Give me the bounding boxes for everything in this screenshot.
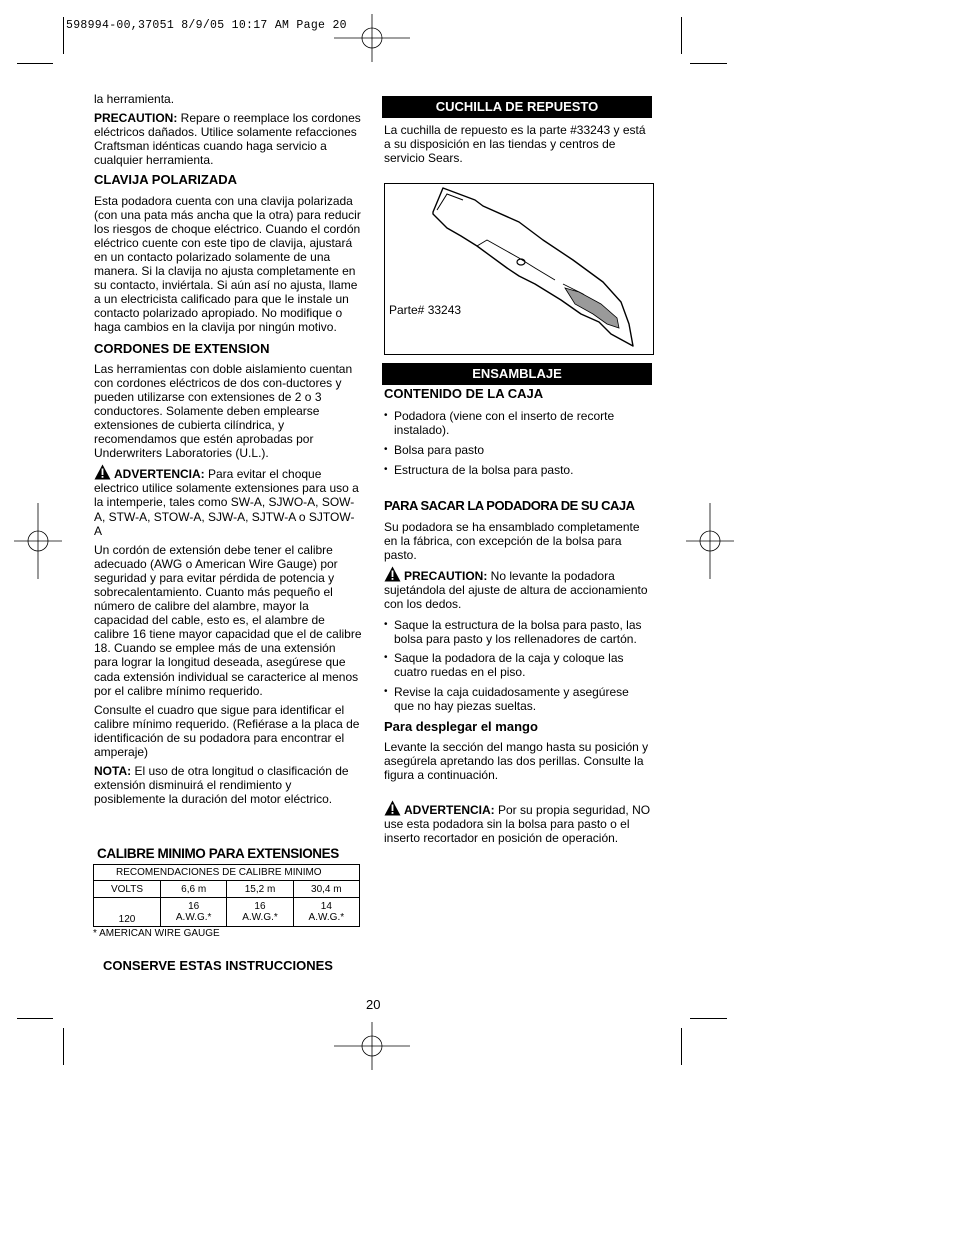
gauge-unit: A.W.G.*	[175, 912, 212, 923]
registration-mark-icon	[334, 14, 410, 62]
page-number: 20	[366, 997, 381, 1012]
list-item: • Podadora (viene con el inserto de recorte instalado).	[384, 409, 652, 437]
mango-paragraph: Levante la sección del mango hasta su posición y asegúrela apretando las dos perillas. Consulte la figura a continuación.	[384, 739, 649, 782]
nota-paragraph	[94, 764, 362, 806]
crop-mark	[17, 1018, 53, 1019]
calibre-table	[93, 864, 360, 927]
cuchilla-section-bar: CUCHILLA DE REPUESTO	[382, 96, 652, 118]
crop-mark	[63, 1028, 64, 1065]
advertencia-text: Por su propia seguridad, NO use esta podadora sin la bolsa para pasto o el inserto recortador en posición de operación.	[384, 803, 651, 846]
cuchilla-paragraph: La cuchilla de repuesto es la parte #33243 y está a su disposición en las tiendas y centros de servicio Sears.	[384, 123, 646, 166]
table-caption-row	[94, 865, 360, 881]
cordones-paragraph: Las herramientas con doble aislamiento cuentan con cordones eléctricos de dos con-ductores y pueden utilizarse con extensiones de 2 o 3 conductores. Solamente deben emplearse extensiones de cubierta cilíndrica, y recomendamos que estén aprobadas por Underwriters Laboratories (U.L.).	[94, 361, 353, 461]
table-gauge-cell	[293, 898, 359, 927]
table-footnote: * AMERICAN WIRE GAUGE	[93, 928, 220, 939]
precaution-label: PRECAUTION:	[94, 111, 178, 126]
conserve-heading: CONSERVE ESTAS INSTRUCCIONES	[103, 958, 333, 973]
precaution-text: Repare o reemplace los cordones eléctricos dañados. Utilice solamente refacciones Craftsman idénticas cuando haga servicio a cualquier herramienta.	[94, 111, 361, 168]
advertencia-label: ADVERTENCIA:	[404, 803, 495, 818]
advertencia-text: Para evitar el choque electrico utilice solamente extensiones para uso a la intemperie, tales como SW-A, SJWO-A, SOW-A, STW-A, STOW-A, SJW-A, SJTW-A o SJTOW-A	[94, 467, 359, 538]
mower-blade-illustration	[423, 184, 635, 352]
sacar-heading: PARA SACAR LA PODADORA DE SU CAJA	[384, 498, 635, 514]
registration-mark-icon	[14, 503, 62, 579]
table-header-cell: 6,6 m	[161, 881, 227, 898]
print-slug: 598994-00,37051 8/9/05 10:17 AM Page 20	[66, 19, 347, 32]
precaution-paragraph	[94, 111, 362, 167]
table-header-cell: 30,4 m	[293, 881, 359, 898]
warning-triangle-icon	[384, 800, 401, 816]
calibre-paragraph: Un cordón de extensión debe tener el calibre adecuado (AWG o American Wire Gauge) por seguridad y para evitar pérdida de potencia y sobrecalentamiento. Cuanto más pequeño el número de calibre del alambre, mayor la capacidad del cable, esto es, el alambre de calibre 16 tiene mayor capacidad que el de calibre 18. Cuando se emplee más de una extensión para lograr la longitud deseada, asegúrese que cada extensión individual se caracterice al menos por el calibre mínimo requerido.	[94, 542, 362, 698]
advertencia-paragraph	[94, 464, 362, 537]
gauge-value: 14	[320, 901, 332, 912]
continued-text: la herramienta.	[94, 92, 175, 106]
advertencia-paragraph	[384, 800, 652, 845]
table-row	[94, 898, 360, 927]
gauge-unit: A.W.G.*	[242, 912, 278, 923]
crop-mark	[690, 1018, 727, 1019]
nota-text: El uso de otra longitud o clasificación de extensión disminuirá el rendimiento y posiblemente la duración del motor eléctrico.	[94, 764, 349, 807]
table-header-cell: 15,2 m	[227, 881, 293, 898]
precaution-text: No levante la podadora sujetándola del ajuste de altura de accionamiento con los dedos.	[384, 568, 648, 612]
crop-mark	[690, 63, 727, 64]
list-item: • Revise la caja cuidadosamente y asegúrese que no hay piezas sueltas.	[384, 685, 652, 713]
crop-mark	[681, 1028, 682, 1065]
crop-mark	[681, 17, 682, 54]
advertencia-label: ADVERTENCIA:	[114, 467, 205, 482]
gauge-unit: A.W.G.*	[308, 912, 345, 923]
table-gauge-cell	[161, 898, 227, 927]
warning-triangle-icon	[94, 464, 111, 480]
crop-mark	[63, 17, 64, 54]
registration-mark-icon	[334, 1022, 410, 1070]
list-item: • Bolsa para pasto	[384, 443, 652, 457]
precaution-paragraph	[384, 566, 652, 611]
warning-triangle-icon	[384, 566, 401, 582]
table-caption: RECOMENDACIONES DE CALIBRE MINIMO	[94, 865, 360, 881]
gauge-value: 16	[254, 901, 266, 912]
crop-mark	[17, 63, 53, 64]
registration-mark-icon	[686, 503, 734, 579]
table-title: CALIBRE MINIMO PARA EXTENSIONES	[97, 846, 339, 861]
sacar-paragraph: Su podadora se ha ensamblado completamente en la fábrica, con excepción de la bolsa para pasto.	[384, 519, 640, 562]
list-item: • Saque la podadora de la caja y coloque las cuatro ruedas en el piso.	[384, 651, 652, 679]
ensamblaje-section-bar: ENSAMBLAJE	[382, 363, 652, 385]
nota-label: NOTA:	[94, 764, 132, 779]
table-volts-cell: 120	[94, 898, 161, 927]
cordones-heading: CORDONES DE EXTENSION	[94, 340, 270, 356]
left-column	[94, 92, 362, 806]
mango-heading: Para desplegar el mango	[384, 718, 538, 734]
table-header-row	[94, 881, 360, 898]
gauge-value: 16	[188, 901, 200, 912]
right-column	[384, 387, 652, 845]
list-item: • Saque la estructura de la bolsa para pasto, las bolsa para pasto y los rellenadores de cartón.	[384, 618, 652, 646]
consulte-paragraph: Consulte el cuadro que sigue para identificar el calibre mínimo requerido. (Refiérase a la placa de identificación de su podadora para encontrar el amperaje)	[94, 702, 360, 760]
precaution-label: PRECAUTION:	[404, 568, 488, 583]
table-header-cell: VOLTS	[94, 881, 161, 898]
list-item: • Estructura de la bolsa para pasto.	[384, 463, 652, 477]
blade-figure	[384, 183, 654, 355]
contenido-heading: CONTENIDO DE LA CAJA	[384, 386, 544, 401]
part-label: Parte# 33243	[389, 303, 462, 317]
clavija-paragraph: Esta podadora cuenta con una clavija polarizada (con una pata más ancha que la otra) para reducir los riesgos de choque eléctrico. Cuando el cordón eléctrico cuente con este tipo de clavija, ajustará en un contacto polarizado solamente de una manera. Si la clavija no ajusta completamente en su contacto, inviértala. Si aún así no ajusta, llame a un electricista calificado para que le instale un contacto polarizado apropiado. No modifique o haga cambios en la clavija por ningún motivo.	[94, 193, 361, 335]
clavija-heading: CLAVIJA POLARIZADA	[94, 172, 237, 188]
table-gauge-cell	[227, 898, 293, 927]
